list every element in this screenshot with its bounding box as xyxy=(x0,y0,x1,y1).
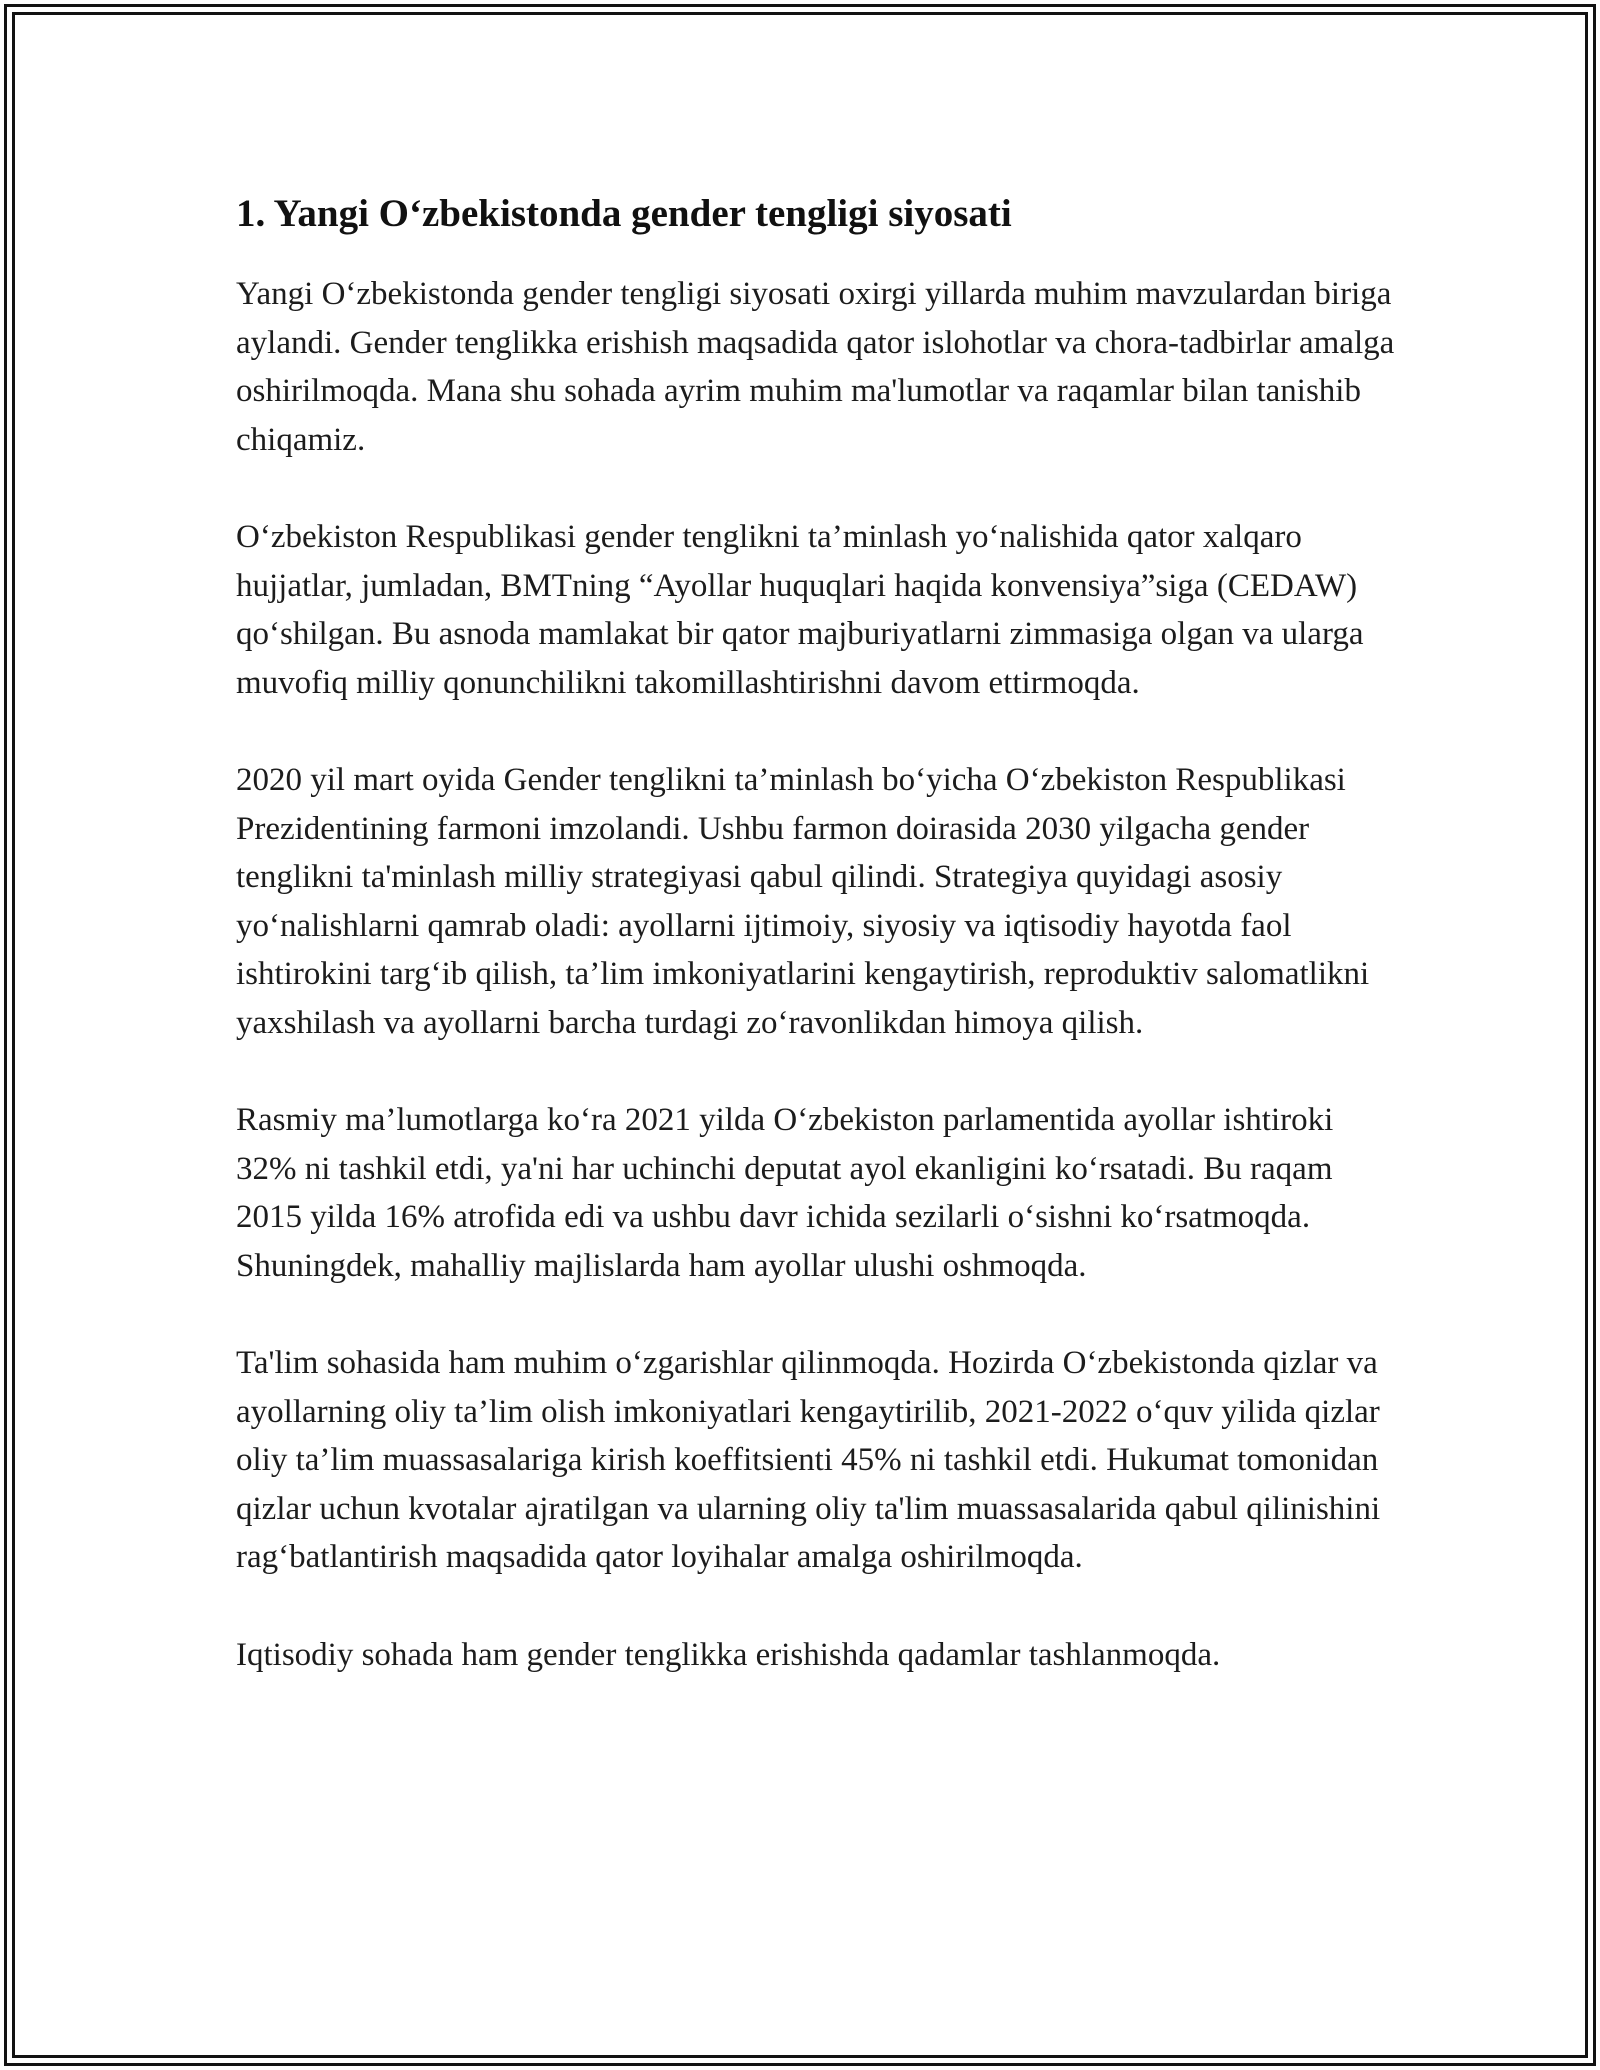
paragraph-economy: Iqtisodiy sohada ham gender tenglikka erishishda qadamlar tashlanmoqda. xyxy=(236,1636,1221,1673)
document-title: 1. Yangi O‘zbekistonda gender tengligi siyosati xyxy=(236,192,1012,235)
paragraph-parliament: Rasmiy ma’lumotlarga ko‘ra 2021 yilda O‘zbekiston parlamentida ayollar ishtiroki 32% ni tashkil etdi, ya'ni har uchinchi deputat ayol ekanligini ko‘rsatadi. Bu raqam 2015 yilda 16% atrofida edi va ushbu davr ichida sezilarli o‘sishni ko‘rsatmoqda. Shuningdek, mahalliy majlislarda ham ayollar ulushi oshmoqda. xyxy=(236,1102,1334,1284)
paragraph-cedaw: O‘zbekiston Respublikasi gender tenglikni ta’minlash yo‘nalishida qator xalqaro hujjatlar, jumladan, BMTning “Ayollar huquqlari haqida konvensiya”siga (CEDAW) qo‘shilgan. Bu asnoda mamlakat bir qator majburiyatlarni zimmasiga olgan va ularga muvofiq milliy qonunchilikni takomillashtirishni davom ettirmoqda. xyxy=(236,519,1364,701)
paragraph-intro: Yangi O‘zbekistonda gender tengligi siyosati oxirgi yillarda muhim mavzulardan biriga aylandi. Gender tenglikka erishish maqsadida qator islohotlar va chora-tadbirlar amalga oshirilmoqda. Mana shu sohada ayrim muhim ma'lumotlar va raqamlar bilan tanishib chiqamiz. xyxy=(236,276,1395,458)
paragraph-strategy: 2020 yil mart oyida Gender tenglikni ta’minlash bo‘yicha O‘zbekiston Respublikasi Prezidentining farmoni imzolandi. Ushbu farmon doirasida 2030 yilgacha gender tenglikni ta'minlash milliy strategiyasi qabul qilindi. Strategiya quyidagi asosiy yo‘nalishlarni qamrab oladi: ayollarni ijtimoiy, siyosiy va iqtisodiy hayotda faol ishtirokini targ‘ib qilish, ta’lim imkoniyatlarini kengaytirish, reproduktiv salomatlikni yaxshilash va ayollarni barcha turdagi zo‘ravonlikdan himoya qilish. xyxy=(236,762,1370,1041)
document-body xyxy=(236,186,1396,1679)
paragraph-education: Ta'lim sohasida ham muhim o‘zgarishlar qilinmoqda. Hozirda O‘zbekistonda qizlar va ayollarning oliy ta’lim olish imkoniyatlari kengaytirilib, 2021-2022 o‘quv yilida qizlar oliy ta’lim muassasalariga kirish koeffitsienti 45% ni tashkil etdi. Hukumat tomonidan qizlar uchun kvotalar ajratilgan va ularning oliy ta'lim muassasalarida qabul qilinishini rag‘batlantirish maqsadida qator loyihalar amalga oshirilmoqda. xyxy=(236,1345,1381,1575)
